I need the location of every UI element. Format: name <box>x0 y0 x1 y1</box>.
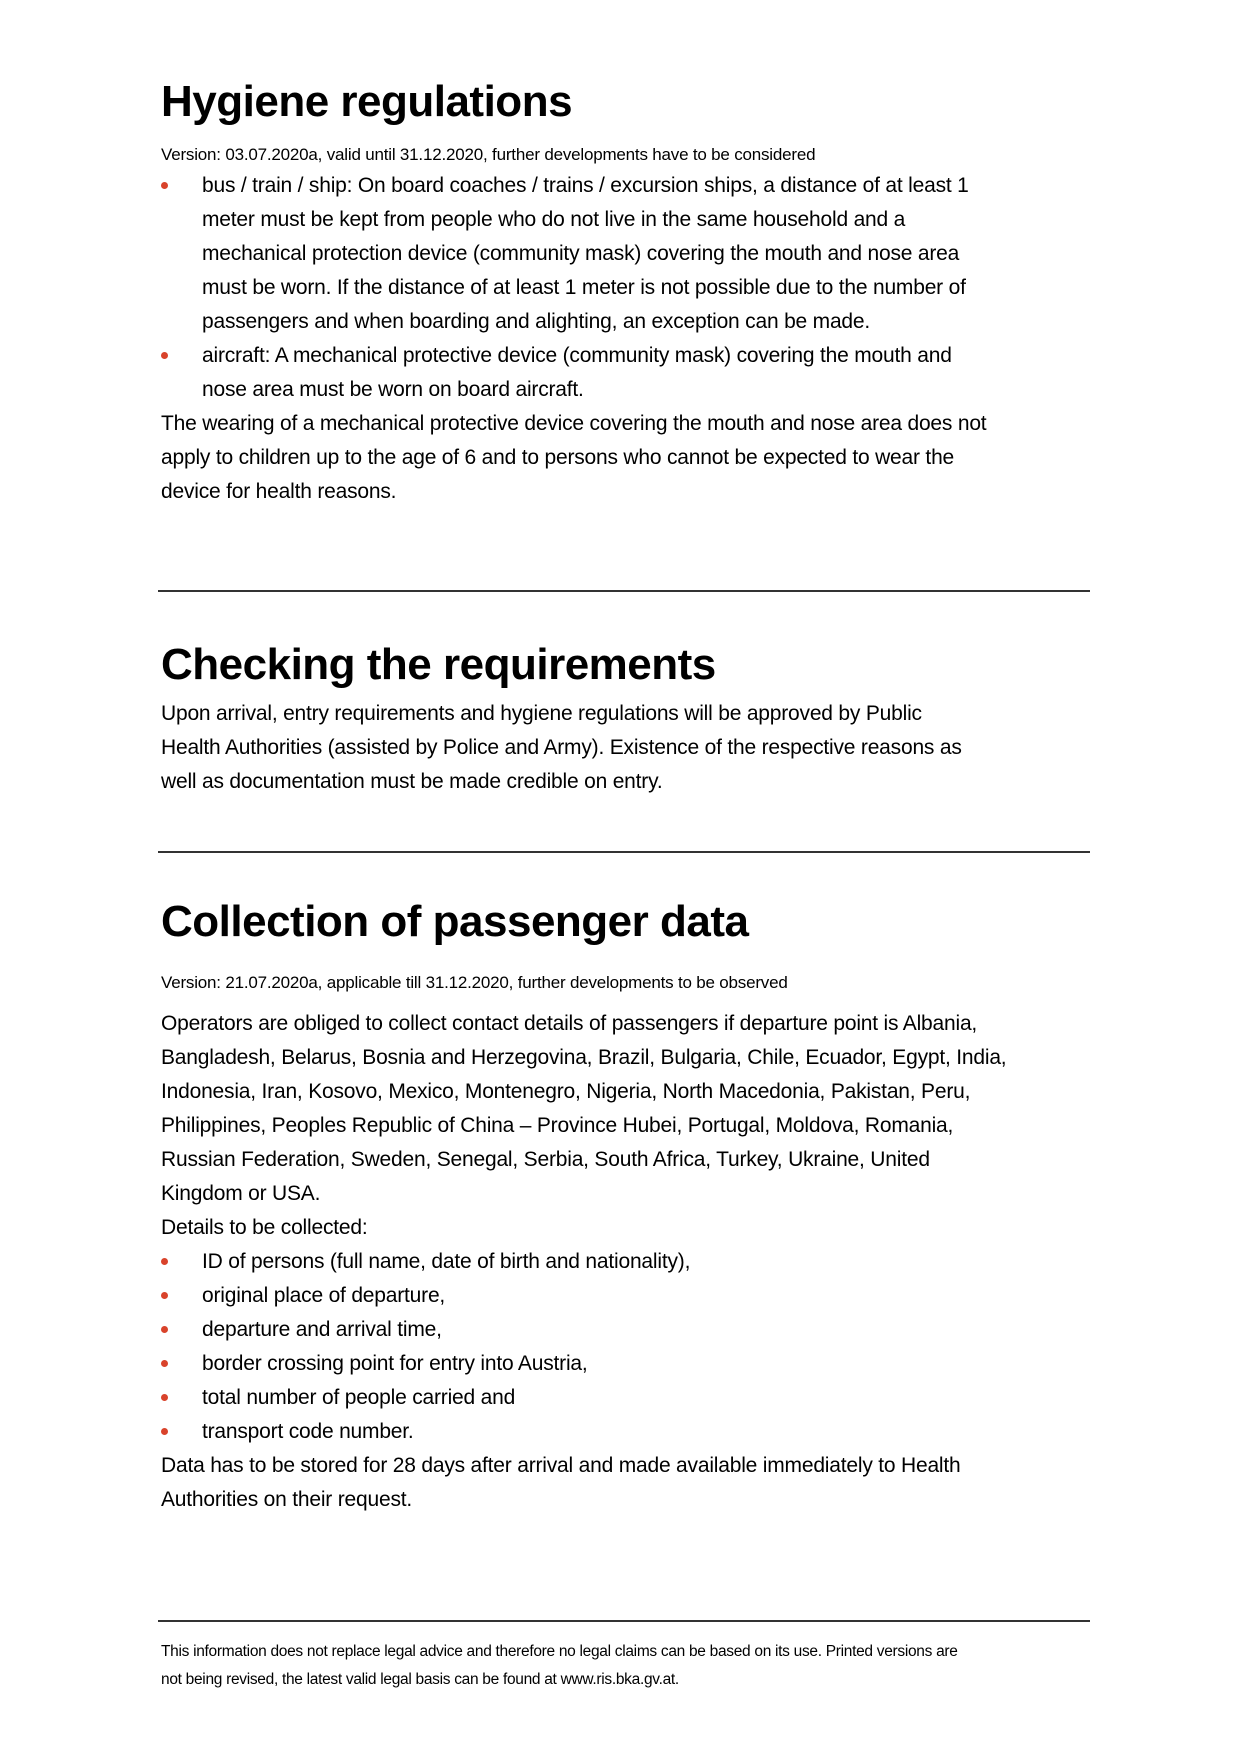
detail-item: ID of persons (full name, date of birth and nationality), <box>202 1250 691 1273</box>
hygiene-bullet-1-line: mechanical protection device (community mask) covering the mouth and nose area <box>202 242 960 265</box>
collection-body-line: Kingdom or USA. <box>161 1182 321 1205</box>
footer-disclaimer-line: This information does not replace legal advice and therefore no legal claims can be based on its use. Printed versions are <box>161 1643 958 1660</box>
hygiene-version: Version: 03.07.2020a, valid until 31.12.2020, further developments have to be considered <box>161 145 816 164</box>
hygiene-bullet-1-line: meter must be kept from people who do not live in the same household and a <box>202 208 906 231</box>
details-label: Details to be collected: <box>161 1216 368 1239</box>
hygiene-bullet-1-line: passengers and when boarding and alighting, an exception can be made. <box>202 310 871 333</box>
hygiene-bullet-1-line: bus / train / ship: On board coaches / trains / excursion ships, a distance of at least 1 <box>202 174 969 197</box>
bullet-icon <box>161 1326 168 1333</box>
section-title-hygiene: Hygiene regulations <box>161 77 573 126</box>
collection-body-line: Philippines, Peoples Republic of China – Province Hubei, Portugal, Moldova, Romania, <box>161 1114 954 1137</box>
collection-version: Version: 21.07.2020a, applicable till 31.12.2020, further developments to be observed <box>161 973 788 992</box>
footer-disclaimer-line: not being revised, the latest valid legal basis can be found at www.ris.bka.gv.at. <box>161 1671 679 1688</box>
hygiene-note-line: apply to children up to the age of 6 and to persons who cannot be expected to wear the <box>161 446 955 469</box>
bullet-icon <box>161 1292 168 1299</box>
collection-body-line: Bangladesh, Belarus, Bosnia and Herzegovina, Brazil, Bulgaria, Chile, Ecuador, Egypt, India, <box>161 1046 1007 1069</box>
detail-item: border crossing point for entry into Austria, <box>202 1352 588 1375</box>
detail-item: departure and arrival time, <box>202 1318 442 1341</box>
section-divider <box>158 851 1090 853</box>
hygiene-bullet-2-line: nose area must be worn on board aircraft. <box>202 378 584 401</box>
section-divider <box>158 590 1090 592</box>
detail-item: original place of departure, <box>202 1284 446 1307</box>
hygiene-note-line: The wearing of a mechanical protective device covering the mouth and nose area does not <box>161 412 987 435</box>
section-title-checking: Checking the requirements <box>161 640 716 689</box>
checking-body-line: well as documentation must be made credible on entry. <box>161 770 663 793</box>
detail-item: transport code number. <box>202 1420 414 1443</box>
bullet-icon <box>161 352 168 359</box>
hygiene-note-line: device for health reasons. <box>161 480 397 503</box>
bullet-icon <box>161 1394 168 1401</box>
hygiene-bullet-1-line: must be worn. If the distance of at least 1 meter is not possible due to the number of <box>202 276 966 299</box>
collection-body-line: Indonesia, Iran, Kosovo, Mexico, Montenegro, Nigeria, North Macedonia, Pakistan, Peru, <box>161 1080 971 1103</box>
bullet-icon <box>161 1428 168 1435</box>
storage-line: Authorities on their request. <box>161 1488 413 1511</box>
checking-body-line: Health Authorities (assisted by Police and Army). Existence of the respective reasons as <box>161 736 962 759</box>
bullet-icon <box>161 1360 168 1367</box>
detail-item: total number of people carried and <box>202 1386 516 1409</box>
bullet-icon <box>161 1258 168 1265</box>
footer-divider <box>158 1620 1090 1622</box>
checking-body-line: Upon arrival, entry requirements and hygiene regulations will be approved by Public <box>161 702 922 725</box>
section-title-collection: Collection of passenger data <box>161 897 749 946</box>
collection-body-line: Russian Federation, Sweden, Senegal, Serbia, South Africa, Turkey, Ukraine, United <box>161 1148 930 1171</box>
hygiene-bullet-2-line: aircraft: A mechanical protective device (community mask) covering the mouth and <box>202 344 952 367</box>
storage-line: Data has to be stored for 28 days after arrival and made available immediately to Health <box>161 1454 961 1477</box>
collection-body-line: Operators are obliged to collect contact details of passengers if departure point is Albania, <box>161 1012 978 1035</box>
bullet-icon <box>161 182 168 189</box>
